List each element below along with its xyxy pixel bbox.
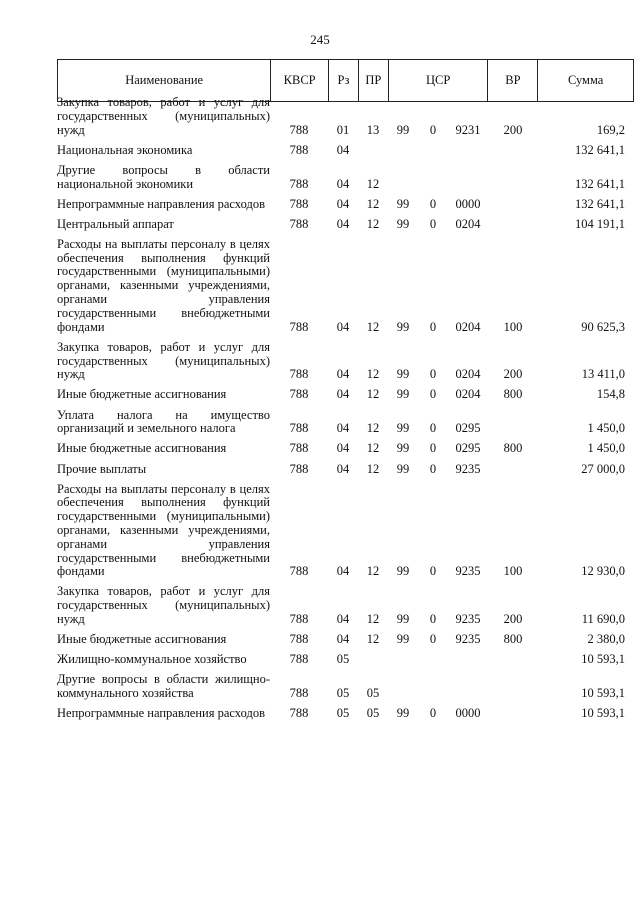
row-pr: 05 xyxy=(366,686,380,701)
row-vr: 800 xyxy=(503,441,523,456)
row-csr-code: 0204 xyxy=(455,367,481,382)
row-kvsr: 788 xyxy=(289,686,309,701)
row-rz: 04 xyxy=(336,387,350,402)
row-name: Уплата налога на имущество организаций и земельного налога xyxy=(57,407,270,436)
row-rz: 04 xyxy=(336,216,350,231)
row-csr-subprogram: 0 xyxy=(429,564,437,579)
row-sum: 27 000,0 xyxy=(581,461,625,476)
row-name: Иные бюджетные ассигнования xyxy=(57,441,227,456)
row-name: Центральный аппарат xyxy=(57,216,174,231)
row-rz: 04 xyxy=(336,319,350,334)
row-pr: 12 xyxy=(366,367,380,382)
row-rz: 04 xyxy=(336,367,350,382)
row-sum: 154,8 xyxy=(596,387,625,402)
row-pr: 12 xyxy=(366,564,380,579)
row-csr-program: 99 xyxy=(396,319,410,334)
row-kvsr: 788 xyxy=(289,421,309,436)
row-vr: 100 xyxy=(503,564,523,579)
row-rz: 04 xyxy=(336,142,350,157)
header-sum: Сумма xyxy=(537,60,633,101)
header-name: Наименование xyxy=(125,73,204,87)
row-rz: 01 xyxy=(336,122,350,137)
table-row xyxy=(0,463,640,477)
row-sum: 132 641,1 xyxy=(575,196,625,211)
table-row xyxy=(0,707,640,721)
row-sum: 1 450,0 xyxy=(587,421,625,436)
row-pr: 12 xyxy=(366,632,380,647)
row-vr: 200 xyxy=(503,122,523,137)
row-csr-code: 0000 xyxy=(455,706,481,721)
row-kvsr: 788 xyxy=(289,652,309,667)
row-csr-code: 9235 xyxy=(455,461,481,476)
row-kvsr: 788 xyxy=(289,461,309,476)
row-csr-subprogram: 0 xyxy=(429,319,437,334)
row-kvsr: 788 xyxy=(289,319,309,334)
row-vr: 200 xyxy=(503,367,523,382)
page-number: 245 xyxy=(310,32,330,47)
row-sum: 10 593,1 xyxy=(581,652,625,667)
header-vr: ВР xyxy=(487,60,537,101)
row-csr-program: 99 xyxy=(396,461,410,476)
row-rz: 04 xyxy=(336,461,350,476)
row-name: Непрограммные направления расходов xyxy=(57,706,265,721)
row-vr: 800 xyxy=(503,387,523,402)
row-vr: 800 xyxy=(503,632,523,647)
row-name: Прочие выплаты xyxy=(57,461,147,476)
row-pr: 12 xyxy=(366,461,380,476)
row-rz: 04 xyxy=(336,196,350,211)
row-kvsr: 788 xyxy=(289,441,309,456)
row-csr-code: 9235 xyxy=(455,564,481,579)
table-row xyxy=(0,164,640,192)
row-kvsr: 788 xyxy=(289,196,309,211)
row-csr-code: 9235 xyxy=(455,612,481,627)
table-row xyxy=(0,388,640,402)
row-csr-program: 99 xyxy=(396,367,410,382)
row-pr: 12 xyxy=(366,216,380,231)
row-name: Закупка товаров, работ и услуг для государственных (муниципальных) нужд xyxy=(57,339,270,382)
row-csr-subprogram: 0 xyxy=(429,632,437,647)
table-row xyxy=(0,218,640,232)
row-csr-program: 99 xyxy=(396,632,410,647)
row-kvsr: 788 xyxy=(289,706,309,721)
table-row xyxy=(0,96,640,137)
row-pr: 12 xyxy=(366,196,380,211)
row-csr-subprogram: 0 xyxy=(429,122,437,137)
row-csr-program: 99 xyxy=(396,196,410,211)
row-rz: 05 xyxy=(336,706,350,721)
row-name: Другие вопросы в области национальной экономики xyxy=(57,162,270,191)
row-pr: 12 xyxy=(366,612,380,627)
header-kvsr: КВСР xyxy=(270,60,328,101)
row-pr: 05 xyxy=(366,706,380,721)
row-pr: 12 xyxy=(366,441,380,456)
row-csr-code: 0204 xyxy=(455,387,481,402)
row-sum: 90 625,3 xyxy=(581,319,625,334)
row-kvsr: 788 xyxy=(289,612,309,627)
row-sum: 132 641,1 xyxy=(575,142,625,157)
row-csr-subprogram: 0 xyxy=(429,441,437,456)
row-csr-subprogram: 0 xyxy=(429,421,437,436)
row-vr: 100 xyxy=(503,319,523,334)
row-kvsr: 788 xyxy=(289,632,309,647)
table-body xyxy=(0,96,640,727)
row-csr-subprogram: 0 xyxy=(429,367,437,382)
row-kvsr: 788 xyxy=(289,176,309,191)
row-kvsr: 788 xyxy=(289,142,309,157)
header-rz: Рз xyxy=(328,60,358,101)
row-name: Закупка товаров, работ и услуг для государственных (муниципальных) нужд xyxy=(57,584,270,627)
row-sum: 10 593,1 xyxy=(581,706,625,721)
row-name: Расходы на выплаты персоналу в целях обеспечения выполнения функций государственными (муниципальными) органами, казенными учреждениями, органами управления государственными внебюджетными фондами xyxy=(57,481,270,579)
row-csr-code: 0204 xyxy=(455,216,481,231)
table-row xyxy=(0,633,640,647)
row-csr-code: 9231 xyxy=(455,122,481,137)
table-row xyxy=(0,238,640,335)
row-name: Другие вопросы в области жилищно-коммунального хозяйства xyxy=(57,672,270,701)
row-sum: 11 690,0 xyxy=(581,612,625,627)
row-kvsr: 788 xyxy=(289,216,309,231)
row-csr-program: 99 xyxy=(396,216,410,231)
row-csr-subprogram: 0 xyxy=(429,196,437,211)
row-pr: 12 xyxy=(366,387,380,402)
row-csr-program: 99 xyxy=(396,612,410,627)
row-csr-code: 0204 xyxy=(455,319,481,334)
row-rz: 04 xyxy=(336,612,350,627)
row-sum: 169,2 xyxy=(596,122,625,137)
row-csr-subprogram: 0 xyxy=(429,387,437,402)
row-csr-code: 9235 xyxy=(455,632,481,647)
row-sum: 1 450,0 xyxy=(587,441,625,456)
row-csr-code: 0295 xyxy=(455,441,481,456)
row-sum: 12 930,0 xyxy=(581,564,625,579)
table-row xyxy=(0,442,640,456)
table-row xyxy=(0,144,640,158)
row-csr-program: 99 xyxy=(396,122,410,137)
row-kvsr: 788 xyxy=(289,564,309,579)
row-sum: 13 411,0 xyxy=(581,367,625,382)
row-sum: 132 641,1 xyxy=(575,176,625,191)
row-pr: 12 xyxy=(366,421,380,436)
table-row xyxy=(0,673,640,701)
row-csr-code: 0295 xyxy=(455,421,481,436)
row-csr-program: 99 xyxy=(396,421,410,436)
row-name: Закупка товаров, работ и услуг для государственных (муниципальных) нужд xyxy=(57,95,270,137)
row-kvsr: 788 xyxy=(289,367,309,382)
row-rz: 04 xyxy=(336,421,350,436)
row-pr: 12 xyxy=(366,319,380,334)
table-row xyxy=(0,483,640,580)
row-csr-program: 99 xyxy=(396,706,410,721)
row-csr-program: 99 xyxy=(396,441,410,456)
row-sum: 2 380,0 xyxy=(587,632,625,647)
row-csr-program: 99 xyxy=(396,387,410,402)
row-csr-subprogram: 0 xyxy=(429,612,437,627)
row-rz: 05 xyxy=(336,652,350,667)
table-row xyxy=(0,585,640,626)
row-rz: 05 xyxy=(336,686,350,701)
row-csr-subprogram: 0 xyxy=(429,216,437,231)
row-name: Иные бюджетные ассигнования xyxy=(57,387,227,402)
row-rz: 04 xyxy=(336,441,350,456)
row-sum: 10 593,1 xyxy=(581,686,625,701)
row-vr: 200 xyxy=(503,612,523,627)
row-pr: 12 xyxy=(366,176,380,191)
row-name: Расходы на выплаты персоналу в целях обеспечения выполнения функций государственными (муниципальными) органами, казенными учреждениями, органами управления государственными внебюджетными фондами xyxy=(57,236,270,334)
row-kvsr: 788 xyxy=(289,122,309,137)
row-csr-program: 99 xyxy=(396,564,410,579)
table-row xyxy=(0,198,640,212)
row-csr-subprogram: 0 xyxy=(429,461,437,476)
table-row xyxy=(0,409,640,437)
table-row xyxy=(0,341,640,382)
row-csr-code: 0000 xyxy=(455,196,481,211)
row-name: Жилищно-коммунальное хозяйство xyxy=(57,652,247,667)
table-row xyxy=(0,653,640,667)
row-sum: 104 191,1 xyxy=(575,216,625,231)
header-csr: ЦСР xyxy=(388,60,488,101)
row-name: Непрограммные направления расходов xyxy=(57,196,265,211)
row-csr-subprogram: 0 xyxy=(429,706,437,721)
row-rz: 04 xyxy=(336,632,350,647)
row-rz: 04 xyxy=(336,176,350,191)
header-pr: ПР xyxy=(358,60,388,101)
row-name: Иные бюджетные ассигнования xyxy=(57,632,227,647)
row-pr: 13 xyxy=(366,122,380,137)
row-name: Национальная экономика xyxy=(57,142,193,157)
row-kvsr: 788 xyxy=(289,387,309,402)
row-rz: 04 xyxy=(336,564,350,579)
